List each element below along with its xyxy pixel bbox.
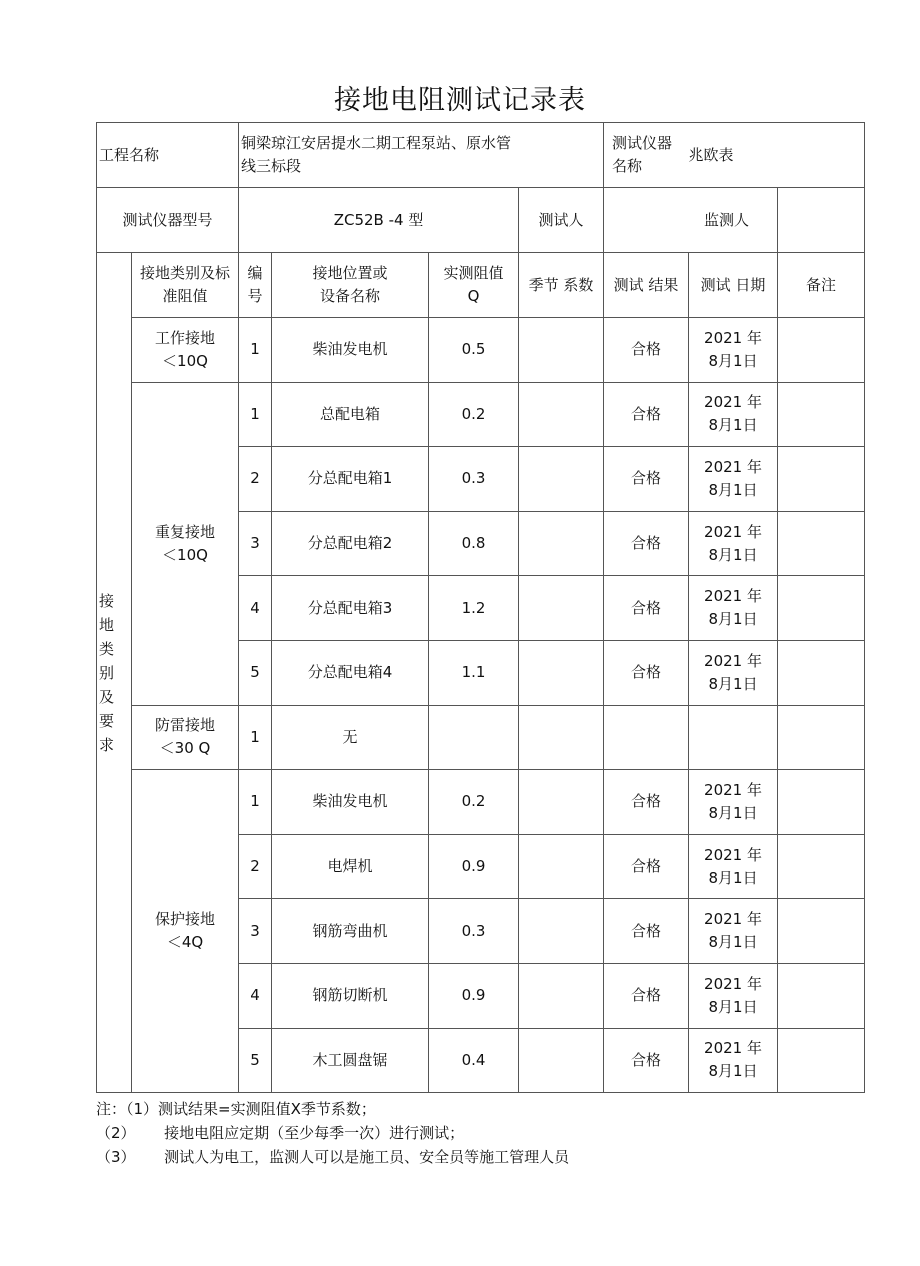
remark-cell [778, 770, 865, 835]
season-cell [519, 770, 604, 835]
location-cell: 柴油发电机 [272, 770, 429, 835]
column-header-category-text: 接地类别及标准阻值 [140, 264, 231, 305]
no-cell: 2 [239, 447, 272, 512]
remark-cell [778, 899, 865, 964]
project-label: 工程名称 [97, 123, 239, 188]
date-cell: 2021 年 8月1日 [689, 318, 778, 383]
result-cell: 合格 [604, 382, 689, 447]
date-cell: 2021 年 8月1日 [689, 834, 778, 899]
season-cell [519, 963, 604, 1028]
result-cell: 合格 [604, 640, 689, 705]
season-cell [519, 511, 604, 576]
note-line: 注：（1）测试结果=实测阻值X季节系数； [96, 1100, 376, 1118]
column-header-season-text: 季节 系数 [528, 275, 594, 294]
notes [96, 1097, 569, 1169]
season-cell [519, 705, 604, 770]
column-header-location [272, 253, 429, 318]
column-header-season [519, 253, 604, 318]
table-row [97, 382, 865, 447]
measured-cell: 0.4 [429, 1028, 519, 1093]
date-cell: 2021 年 8月1日 [689, 640, 778, 705]
season-cell [519, 382, 604, 447]
date-cell: 2021 年 8月1日 [689, 899, 778, 964]
location-cell: 电焊机 [272, 834, 429, 899]
page-title: 接地电阻测试记录表 [334, 85, 586, 116]
result-cell: 合格 [604, 770, 689, 835]
remark-cell [778, 834, 865, 899]
table-row [97, 770, 865, 835]
result-cell: 合格 [604, 447, 689, 512]
column-header-date-text: 测试 日期 [700, 275, 766, 294]
column-header-row [97, 253, 865, 318]
column-header-remark [778, 253, 865, 318]
season-cell [519, 447, 604, 512]
date-cell: 2021 年 8月1日 [689, 382, 778, 447]
column-header-measured [429, 253, 519, 318]
measured-cell: 0.9 [429, 963, 519, 1028]
grounding-record-table [96, 122, 865, 1093]
result-cell: 合格 [604, 963, 689, 1028]
date-cell: 2021 年 8月1日 [689, 511, 778, 576]
no-cell: 4 [239, 963, 272, 1028]
no-cell: 1 [239, 770, 272, 835]
location-cell: 分总配电箱1 [272, 447, 429, 512]
no-cell: 5 [239, 1028, 272, 1093]
category-cell: 工作接地 ＜10Q [132, 318, 239, 383]
season-cell [519, 899, 604, 964]
instrument-model-label: 测试仪器型号 [97, 188, 239, 253]
monitor-label: 监测人 [604, 188, 778, 253]
note-line: （2） 接地电阻应定期（至少每季一次）进行测试； [96, 1124, 465, 1142]
location-cell: 钢筋弯曲机 [272, 899, 429, 964]
column-header-location-text: 接地位置或设备名称 [312, 264, 388, 305]
remark-cell [778, 640, 865, 705]
instrument-row [97, 188, 865, 253]
date-cell [689, 705, 778, 770]
remark-cell [778, 1028, 865, 1093]
season-cell [519, 1028, 604, 1093]
result-cell: 合格 [604, 899, 689, 964]
no-cell: 2 [239, 834, 272, 899]
measured-cell: 0.3 [429, 447, 519, 512]
location-cell: 钢筋切断机 [272, 963, 429, 1028]
remark-cell [778, 447, 865, 512]
remark-cell [778, 511, 865, 576]
instrument-name-value [689, 123, 865, 188]
no-cell: 4 [239, 576, 272, 641]
table-row [97, 318, 865, 383]
measured-cell: 1.1 [429, 640, 519, 705]
column-header-remark-text: 备注 [806, 275, 837, 294]
instrument-name-text: 兆欧表 [688, 145, 734, 164]
category-cell: 防雷接地 ＜30 Q [132, 705, 239, 770]
season-cell [519, 318, 604, 383]
measured-cell: 0.8 [429, 511, 519, 576]
remark-cell [778, 576, 865, 641]
result-cell [604, 705, 689, 770]
measured-cell: 1.2 [429, 576, 519, 641]
column-header-no [239, 253, 272, 318]
season-cell [519, 640, 604, 705]
measured-cell: 0.2 [429, 770, 519, 835]
date-cell: 2021 年 8月1日 [689, 1028, 778, 1093]
instrument-name-label: 测试仪器名称 [604, 123, 689, 188]
table-row [97, 705, 865, 770]
remark-cell [778, 318, 865, 383]
location-cell: 木工圆盘锯 [272, 1028, 429, 1093]
column-header-measured-text: 实测阻值Q [443, 264, 504, 305]
date-cell: 2021 年 8月1日 [689, 963, 778, 1028]
category-cell: 重复接地 ＜10Q [132, 382, 239, 705]
no-cell: 1 [239, 705, 272, 770]
date-cell: 2021 年 8月1日 [689, 576, 778, 641]
season-cell [519, 834, 604, 899]
location-cell: 分总配电箱4 [272, 640, 429, 705]
column-header-result-text: 测试 结果 [613, 275, 679, 294]
result-cell: 合格 [604, 576, 689, 641]
remark-cell [778, 705, 865, 770]
side-category-text: 接地类别及要求 [99, 591, 115, 754]
date-cell: 2021 年 8月1日 [689, 770, 778, 835]
project-name: 铜梁琼江安居提水二期工程泵站、原水管线三标段 [239, 123, 604, 188]
remark-cell [778, 963, 865, 1028]
no-cell: 3 [239, 511, 272, 576]
measured-cell: 0.2 [429, 382, 519, 447]
location-cell: 无 [272, 705, 429, 770]
date-cell: 2021 年 8月1日 [689, 447, 778, 512]
column-header-no-text: 编号 [247, 264, 263, 305]
no-cell: 3 [239, 899, 272, 964]
result-cell: 合格 [604, 834, 689, 899]
column-header-result [604, 253, 689, 318]
result-cell: 合格 [604, 318, 689, 383]
measured-cell: 0.5 [429, 318, 519, 383]
no-cell: 1 [239, 318, 272, 383]
location-cell: 分总配电箱2 [272, 511, 429, 576]
category-cell: 保护接地 ＜4Q [132, 770, 239, 1093]
no-cell: 1 [239, 382, 272, 447]
measured-cell [429, 705, 519, 770]
measured-cell: 0.9 [429, 834, 519, 899]
column-header-category [132, 253, 239, 318]
column-header-date [689, 253, 778, 318]
no-cell: 5 [239, 640, 272, 705]
note-line: （3） 测试人为电工，监测人可以是施工员、安全员等施工管理人员 [96, 1148, 570, 1166]
project-row [97, 123, 865, 188]
instrument-model-value: ZC52B -4 型 [239, 188, 519, 253]
tester-label: 测试人 [519, 188, 604, 253]
season-cell [519, 576, 604, 641]
measured-cell: 0.3 [429, 899, 519, 964]
result-cell: 合格 [604, 1028, 689, 1093]
result-cell: 合格 [604, 511, 689, 576]
location-cell: 柴油发电机 [272, 318, 429, 383]
side-category-label [97, 253, 132, 1093]
monitor-value [778, 188, 865, 253]
location-cell: 分总配电箱3 [272, 576, 429, 641]
location-cell: 总配电箱 [272, 382, 429, 447]
remark-cell [778, 382, 865, 447]
